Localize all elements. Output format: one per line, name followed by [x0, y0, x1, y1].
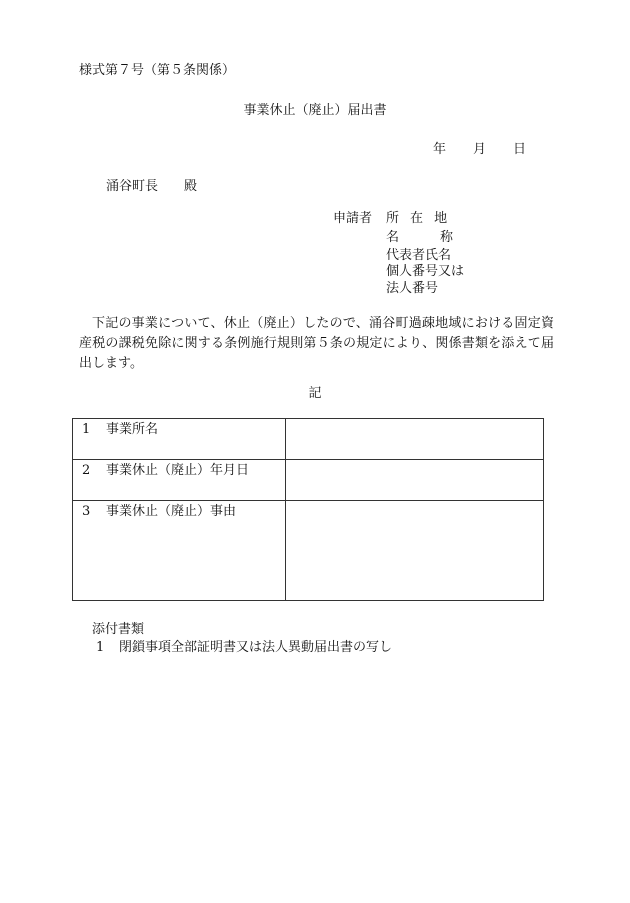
item-label-cell — [73, 460, 286, 501]
item-label-cell — [73, 501, 286, 601]
applicant-address-label: 所在地 — [386, 211, 459, 226]
date-day-label: 日 — [513, 142, 527, 157]
item-number: 1 — [82, 422, 91, 437]
date-month-label: 月 — [473, 142, 487, 157]
attachment-item-number: 1 — [96, 640, 105, 655]
ki-heading: 記 — [308, 386, 322, 401]
item-label: 事業休止（廃止）年月日 — [106, 463, 250, 478]
item-label: 事業休止（廃止）事由 — [106, 504, 237, 519]
applicant-label: 申請者 — [333, 211, 373, 226]
addressee-honorific: 殿 — [184, 179, 198, 194]
items-table — [72, 418, 544, 601]
table-row — [73, 419, 544, 460]
document-title: 事業休止（廃止）届出書 — [243, 103, 387, 118]
item-value-cell[interactable] — [286, 460, 544, 501]
item-value-cell[interactable] — [286, 501, 544, 601]
item-number: 2 — [82, 463, 91, 478]
table-row — [73, 501, 544, 601]
attachment-item-text: 閉鎖事項全部証明書又は法人異動届出書の写し — [119, 640, 393, 655]
form-number: 様式第７号（第５条関係） — [79, 63, 236, 78]
applicant-number-label-line1: 個人番号又は — [386, 264, 465, 279]
item-value-cell[interactable] — [286, 419, 544, 460]
date-year-label: 年 — [433, 142, 447, 157]
item-number: 3 — [82, 504, 91, 519]
body-paragraph: 下記の事業について、休止（廃止）したので、涌谷町過疎地域における固定資産税の課税免除に関する条例施行規則第５条の規定により、関係書類を添えて届出します。 — [79, 316, 554, 371]
applicant-name-label: 名称 — [386, 230, 494, 245]
addressee-name: 涌谷町長 — [106, 179, 159, 194]
item-label-cell — [73, 419, 286, 460]
attachments-title: 添付書類 — [92, 622, 145, 637]
table-row — [73, 460, 544, 501]
applicant-representative-label: 代表者氏名 — [386, 248, 452, 263]
applicant-number-label-line2: 法人番号 — [386, 281, 439, 296]
item-label: 事業所名 — [106, 422, 159, 437]
